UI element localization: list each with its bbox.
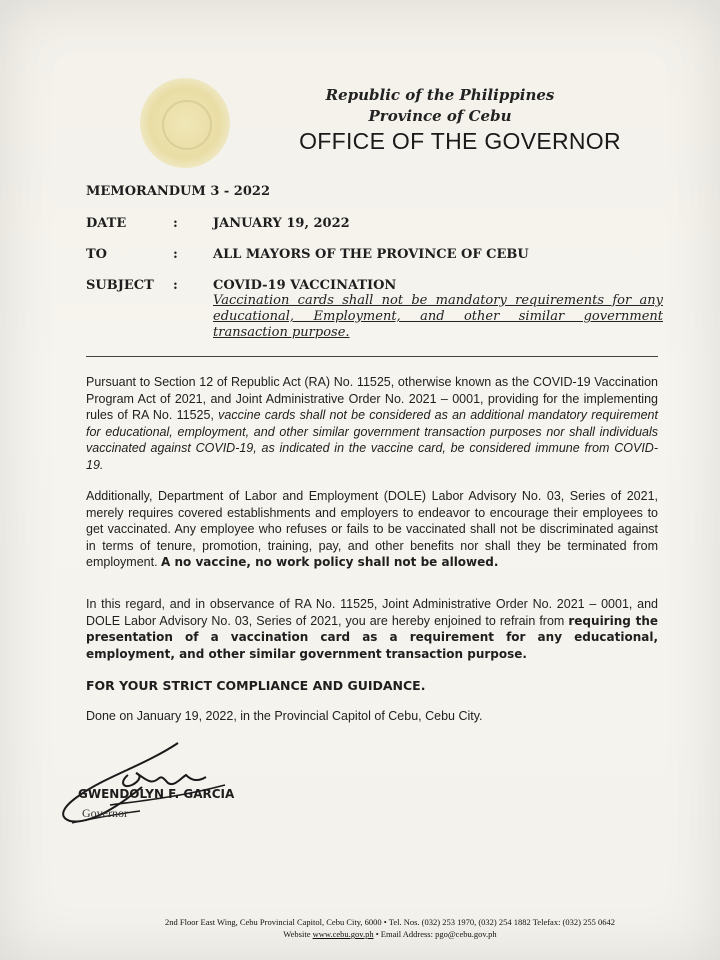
paragraph-3-text: In this regard, and in observance of RA No. 11525, Joint Administrative Order No. 2021 – 0001, and DOLE Labor Advisory No. 03, Series of 2021, you are hereby enjoined to refrain from — [86, 597, 658, 628]
paragraph-3-emphasis: requiring the presentation of a vaccination card as a requirement for any educational, employment, and other similar government transaction purpose. — [86, 613, 659, 661]
paragraph-2 — [86, 488, 658, 571]
subject-label: SUBJECT — [86, 278, 154, 293]
date-colon: : — [173, 216, 178, 231]
handwritten-signature — [50, 735, 240, 830]
paragraph-1 — [86, 374, 658, 473]
compliance-line: FOR YOUR STRICT COMPLIANCE AND GUIDANCE. — [86, 678, 426, 693]
email-address[interactable]: pgo@cebu.gov.ph — [435, 929, 497, 939]
email-label: • Email Address: — [373, 929, 436, 939]
date-label: DATE — [86, 216, 127, 231]
website-link[interactable]: www.cebu.gov.ph — [312, 929, 374, 939]
subject-colon: : — [173, 278, 178, 293]
subject-value: COVID-19 VACCINATION — [213, 278, 397, 293]
paragraph-3 — [86, 596, 658, 662]
letterhead-republic: Republic of the Philippines — [325, 86, 555, 104]
header-divider — [86, 356, 658, 357]
letterhead-province: Province of Cebu — [368, 107, 512, 125]
website-label: Website — [283, 929, 313, 939]
to-label: TO — [86, 247, 107, 262]
date-value: JANUARY 19, 2022 — [213, 216, 350, 231]
memo-number: MEMORANDUM 3 - 2022 — [86, 184, 270, 199]
signatory-name: GWENDOLYN F. GARCIA — [78, 787, 235, 801]
footer-contact — [80, 929, 700, 939]
paragraph-1-text: Pursuant to Section 12 of Republic Act (RA) No. 11525, otherwise known as the COVID-19 Vaccination Program Act of 2021, and Joint Administrative Order No. 2021 – 0001, providing for the implementing rules of RA No. 11525, — [86, 375, 658, 422]
letterhead-office: OFFICE OF THE GOVERNOR — [299, 128, 621, 154]
footer-address: 2nd Floor East Wing, Cebu Provincial Capitol, Cebu City, 6000 • Tel. Nos. (032) 253 1970, (032) 254 1882 Telefax: (032) 255 0642 — [165, 917, 615, 927]
done-line: Done on January 19, 2022, in the Provincial Capitol of Cebu, Cebu City. — [86, 709, 483, 723]
to-colon: : — [173, 247, 178, 262]
paragraph-2-text: Additionally, Department of Labor and Employment (DOLE) Labor Advisory No. 03, Series of 2021, merely requires covered establishments and employers to endeavor to encourage their employees to get vaccinated. Any employee who refuses or fails to be vaccinated shall not be discriminated against in terms of tenure, promotion, training, pay, and other benefits nor shall they be terminated from employment. — [86, 489, 658, 569]
paragraph-1-emphasis: vaccine cards shall not be considered as an additional mandatory requirement for educational, employment, and other similar government transaction purposes nor shall individuals vaccinated against COVID-19, as indicated in the vaccine card, be considered immune from COVID-19. — [86, 408, 658, 472]
signatory-title: Governor — [82, 806, 128, 820]
paragraph-2-emphasis: A no vaccine, no work policy shall not be allowed. — [161, 555, 499, 569]
subject-note: Vaccination cards shall not be mandatory requirements for any educational, Employment, and other similar government transaction purpose. — [213, 293, 663, 340]
to-value: ALL MAYORS OF THE PROVINCE OF CEBU — [213, 247, 529, 262]
